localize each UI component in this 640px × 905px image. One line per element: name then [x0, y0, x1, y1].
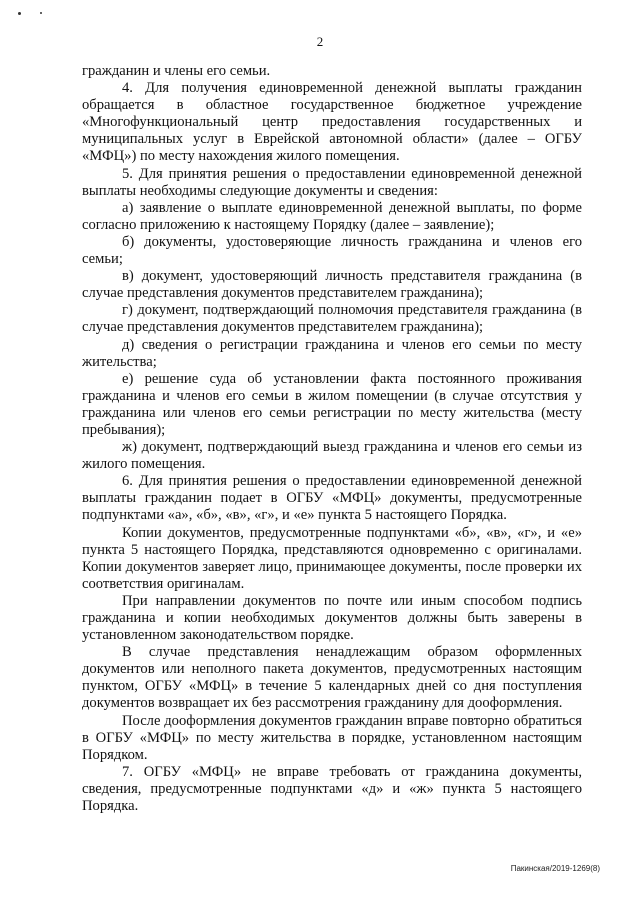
subitem-g: г) документ, подтверждающий полномочия представителя гражданина (в случае представления документов представителем гражданина); — [82, 302, 582, 336]
paragraph-copies: Копии документов, предусмотренные подпунктами «б», «в», «г», и «е» пункта 5 настоящего Порядка, представляются одновременно с оригиналами. Копии документов заверяет лицо, принимающее документы, после проверки их соответствия оригиналам. — [82, 524, 582, 592]
paragraph-resubmit: После дооформления документов гражданин вправе повторно обратиться в ОГБУ «МФЦ» по месту жительства в порядке, установленном настоящим Порядком. — [82, 712, 582, 763]
paragraph-item-7: 7. ОГБУ «МФЦ» не вправе требовать от гражданина документы, сведения, предусмотренные подпунктами «д» и «ж» пункта 5 настоящего Порядка. — [82, 763, 582, 815]
subitem-e: е) решение суда об установлении факта постоянного проживания гражданина и членов его семьи в жилом помещении (в случае отсутствия у гражданина или членов его семьи регистрации по месту жительства (месту пребывания); — [82, 370, 582, 438]
scan-speck — [40, 12, 42, 14]
document-registration-code: Пакинская/2019-1269(8) — [510, 864, 600, 873]
subitem-v: в) документ, удостоверяющий личность представителя гражданина (в случае представления документов представителем гражданина); — [82, 268, 582, 302]
paragraph-mail: При направлении документов по почте или иным способом подпись гражданина и копии необходимых документов должны быть заверены в установленном законодательством порядке. — [82, 592, 582, 644]
paragraph-item-4: 4. Для получения единовременной денежной выплаты гражданин обращается в областное государственное бюджетное учреждение «Многофункциональный центр предоставления государственных и муниципальных услуг в Еврейской автономной области» (далее – ОГБУ «МФЦ») по месту нахождения жилого помещения. — [82, 80, 582, 165]
paragraph-item-5: 5. Для принятия решения о предоставлении единовременной денежной выплаты необходимы следующие документы и сведения: — [82, 165, 582, 199]
document-body — [82, 63, 582, 815]
paragraph-improper: В случае представления ненадлежащим образом оформленных документов или неполного пакета документов, предусмотренных настоящим пунктом, ОГБУ «МФЦ» в течение 5 календарных дней со дня поступления документов возвращает их без рассмотрения гражданину для дооформления. — [82, 644, 582, 712]
subitem-a: а) заявление о выплате единовременной денежной выплаты, по форме согласно приложению к настоящему Порядку (далее – заявление); — [82, 199, 582, 233]
subitem-zh: ж) документ, подтверждающий выезд гражданина и членов его семьи из жилого помещения. — [82, 439, 582, 473]
subitem-b: б) документы, удостоверяющие личность гражданина и членов его семьи; — [82, 233, 582, 268]
scan-speck — [18, 12, 21, 15]
paragraph-continuation: гражданин и члены его семьи. — [82, 63, 271, 79]
subitem-d: д) сведения о регистрации гражданина и членов его семьи по месту жительства; — [82, 336, 582, 370]
page-number: 2 — [316, 34, 324, 49]
paragraph-item-6: 6. Для принятия решения о предоставлении единовременной денежной выплаты гражданин подает в ОГБУ «МФЦ» документы, предусмотренные подпунктами «а», «б», «в», «г», и «е» пункта 5 настоящего Порядка. — [82, 473, 582, 524]
